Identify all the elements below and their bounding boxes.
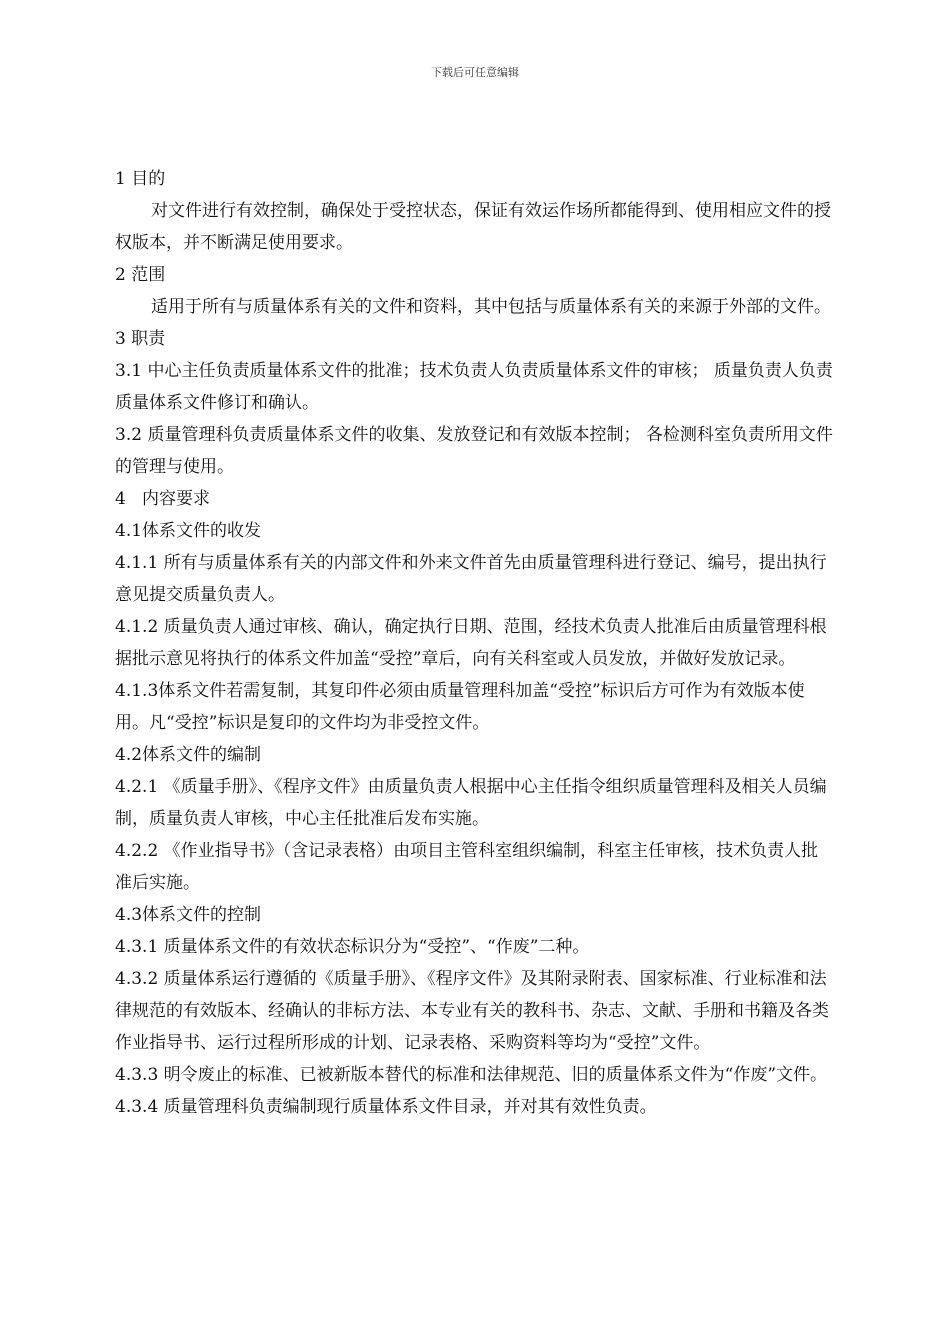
clause-4-3-3: 4.3.3 明令废止的标准、已被新版本替代的标准和法律规范、旧的质量体系文件为“作废”文件。: [115, 1065, 828, 1085]
clause-4-3-1: 4.3.1 质量体系文件的有效状态标识分为“受控”、“作废”二种。: [115, 937, 590, 957]
clause-4-3-2: 4.3.2 质量体系运行遵循的《质量手册》、《程序文件》及其附录附表、国家标准、行业标准和法律规范的有效版本、经确认的非标方法、本专业有关的教科书、杂志、文献、手册和书籍及各类作业指导书、运行过程所形成的计划、记录表格、采购资料等均为“受控”文件。: [115, 969, 829, 1053]
heading-responsibilities: 3 职责: [115, 329, 166, 349]
clause-4-1-2: 4.1.2 质量负责人通过审核、确认，确定执行日期、范围，经技术负责人批准后由质量管理科根据批示意见将执行的体系文件加盖“受控”章后，向有关科室或人员发放，并做好发放记录。: [115, 617, 827, 669]
clause-4-3-4: 4.3.4 质量管理科负责编制现行质量体系文件目录，并对其有效性负责。: [115, 1097, 657, 1117]
clause-4-2-1: 4.2.1 《质量手册》、《程序文件》由质量负责人根据中心主任指令组织质量管理科及相关人员编制，质量负责人审核，中心主任批准后发布实施。: [115, 777, 827, 829]
paragraph-purpose: 对文件进行有效控制，确保处于受控状态，保证有效运作场所都能得到、使用相应文件的授权版本，并不断满足使用要求。: [115, 201, 831, 253]
section-4-1-title: 4.1体系文件的收发: [115, 521, 262, 541]
paragraph-scope: 适用于所有与质量体系有关的文件和资料，其中包括与质量体系有关的来源于外部的文件。: [151, 297, 831, 317]
clause-4-1-3: 4.1.3体系文件若需复制，其复印件必须由质量管理科加盖“受控”标识后方可作为有效版本使用。凡“受控”标识是复印的文件均为非受控文件。: [115, 681, 805, 733]
section-4-3-title: 4.3体系文件的控制: [115, 905, 262, 925]
heading-content-requirements: 4 内容要求: [115, 489, 211, 509]
heading-purpose: 1 目的: [115, 169, 166, 189]
document-body: [115, 163, 835, 1123]
page-header-note: 下载后可任意编辑: [431, 66, 519, 79]
clause-4-1-1: 4.1.1 所有与质量体系有关的内部文件和外来文件首先由质量管理科进行登记、编号，提出执行意见提交质量负责人。: [115, 553, 827, 605]
clause-4-2-2: 4.2.2 《作业指导书》（含记录表格）由项目主管科室组织编制，科室主任审核，技术负责人批准后实施。: [115, 841, 819, 893]
heading-scope: 2 范围: [115, 265, 166, 285]
clause-3-1: 3.1 中心主任负责质量体系文件的批准；技术负责人负责质量体系文件的审核； 质量负责人负责质量体系文件修订和确认。: [115, 361, 833, 413]
clause-3-2: 3.2 质量管理科负责质量体系文件的收集、发放登记和有效版本控制； 各检测科室负责所用文件的管理与使用。: [115, 425, 833, 477]
section-4-2-title: 4.2体系文件的编制: [115, 745, 262, 765]
